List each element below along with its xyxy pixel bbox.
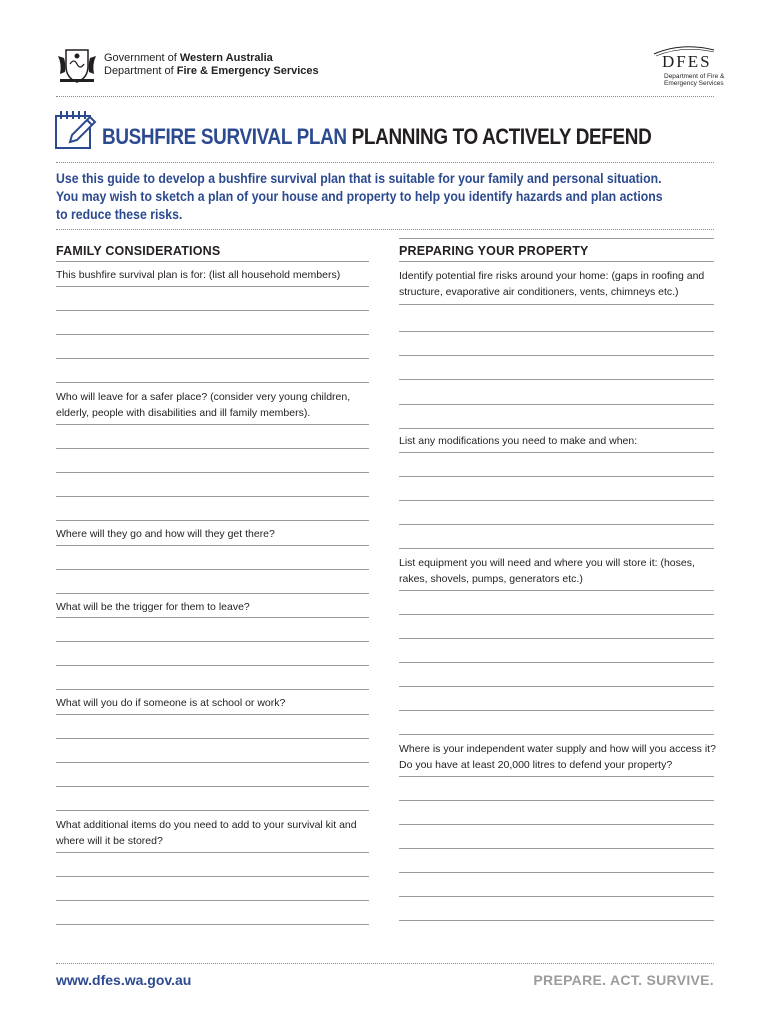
answer-line[interactable] — [399, 590, 714, 591]
answer-line[interactable] — [56, 762, 369, 763]
intro-line-1: Use this guide to develop a bushfire survival plan that is suitable for your family and personal situation. — [56, 171, 662, 186]
family-considerations-heading: FAMILY CONSIDERATIONS — [56, 244, 221, 258]
water-supply-prompt: Where is your independent water supply and how will you access it? Do you have at least 20,000 litres to defend your property? — [399, 743, 716, 771]
answer-line[interactable] — [56, 358, 369, 359]
page-title: BUSHFIRE SURVIVAL PLAN PLANNING TO ACTIVELY DEFEND — [102, 124, 652, 149]
answer-line[interactable] — [399, 355, 714, 356]
section-rule — [399, 261, 714, 262]
answer-line[interactable] — [56, 924, 369, 925]
trigger-to-leave-prompt: What will be the trigger for them to leave? — [56, 601, 250, 613]
intro-line-3: to reduce these risks. — [56, 207, 183, 222]
answer-line[interactable] — [399, 662, 714, 663]
answer-line[interactable] — [56, 569, 369, 570]
footer-tagline: PREPARE. ACT. SURVIVE. — [533, 972, 714, 988]
coat-of-arms-icon — [56, 46, 98, 84]
where-will-they-go-prompt: Where will they go and how will they get there? — [56, 528, 275, 540]
answer-line[interactable] — [399, 848, 714, 849]
answer-line[interactable] — [56, 448, 369, 449]
answer-line[interactable] — [399, 920, 714, 921]
answer-line[interactable] — [399, 500, 714, 501]
answer-line[interactable] — [399, 304, 714, 305]
answer-line[interactable] — [56, 665, 369, 666]
answer-line[interactable] — [56, 810, 369, 811]
answer-line[interactable] — [399, 428, 714, 429]
equipment-prompt: List equipment you will need and where you will store it: (hoses, rakes, shovels, pumps, generators etc.) — [399, 557, 695, 585]
answer-line[interactable] — [56, 496, 369, 497]
website-link[interactable]: www.dfes.wa.gov.au — [56, 972, 192, 988]
section-rule — [56, 261, 369, 262]
answer-line[interactable] — [56, 876, 369, 877]
survival-kit-prompt: What additional items do you need to add to your survival kit and where will it be stored? — [56, 819, 357, 847]
answer-line[interactable] — [399, 872, 714, 873]
answer-line[interactable] — [56, 641, 369, 642]
government-name: Government of Western Australia — [104, 52, 273, 64]
dfes-logo-subtitle-1: Department of Fire & — [664, 73, 725, 80]
department-name: Department of Fire & Emergency Services — [104, 65, 319, 77]
answer-line[interactable] — [399, 896, 714, 897]
answer-line[interactable] — [399, 638, 714, 639]
answer-line[interactable] — [399, 452, 714, 453]
answer-line[interactable] — [399, 686, 714, 687]
dfes-logo: DFES — [662, 52, 712, 71]
intro-divider — [56, 229, 714, 230]
answer-line[interactable] — [399, 614, 714, 615]
footer-divider — [56, 963, 714, 964]
answer-line[interactable] — [399, 824, 714, 825]
answer-line[interactable] — [56, 520, 369, 521]
answer-line[interactable] — [399, 476, 714, 477]
answer-line[interactable] — [56, 617, 369, 618]
answer-line[interactable] — [56, 593, 369, 594]
fire-risks-prompt: Identify potential fire risks around your home: (gaps in roofing and structure, evaporative air conditioners, vents, chimneys etc.) — [399, 270, 705, 298]
answer-line[interactable] — [56, 286, 369, 287]
preparing-property-heading: PREPARING YOUR PROPERTY — [399, 244, 589, 258]
household-members-prompt: This bushfire survival plan is for: (list all household members) — [56, 269, 341, 281]
answer-line[interactable] — [56, 382, 369, 383]
intro-line-2: You may wish to sketch a plan of your house and property to help you identify hazards and plan actions — [56, 189, 663, 204]
answer-line[interactable] — [56, 714, 369, 715]
answer-line[interactable] — [56, 310, 369, 311]
answer-line[interactable] — [56, 472, 369, 473]
header-divider — [56, 96, 714, 97]
answer-line[interactable] — [399, 331, 714, 332]
answer-line[interactable] — [399, 800, 714, 801]
section-rule — [399, 238, 714, 239]
answer-line[interactable] — [56, 900, 369, 901]
answer-line[interactable] — [399, 548, 714, 549]
answer-line[interactable] — [56, 424, 369, 425]
answer-line[interactable] — [56, 738, 369, 739]
modifications-prompt: List any modifications you need to make and when: — [399, 435, 638, 447]
answer-line[interactable] — [399, 734, 714, 735]
dfes-logo-subtitle-2: Emergency Services — [664, 80, 724, 87]
answer-line[interactable] — [56, 689, 369, 690]
answer-line[interactable] — [399, 379, 714, 380]
answer-line[interactable] — [56, 545, 369, 546]
intro-text — [56, 170, 711, 224]
answer-line[interactable] — [56, 786, 369, 787]
answer-line[interactable] — [399, 404, 714, 405]
answer-line[interactable] — [399, 776, 714, 777]
notepad-pencil-icon — [54, 108, 98, 150]
who-will-leave-prompt: Who will leave for a safer place? (consider very young children, elderly, people with disabilities and ill family members). — [56, 391, 351, 419]
answer-line[interactable] — [56, 852, 369, 853]
answer-line[interactable] — [399, 710, 714, 711]
answer-line[interactable] — [56, 334, 369, 335]
answer-line[interactable] — [399, 524, 714, 525]
title-divider — [56, 162, 714, 163]
school-or-work-prompt: What will you do if someone is at school or work? — [56, 697, 286, 709]
